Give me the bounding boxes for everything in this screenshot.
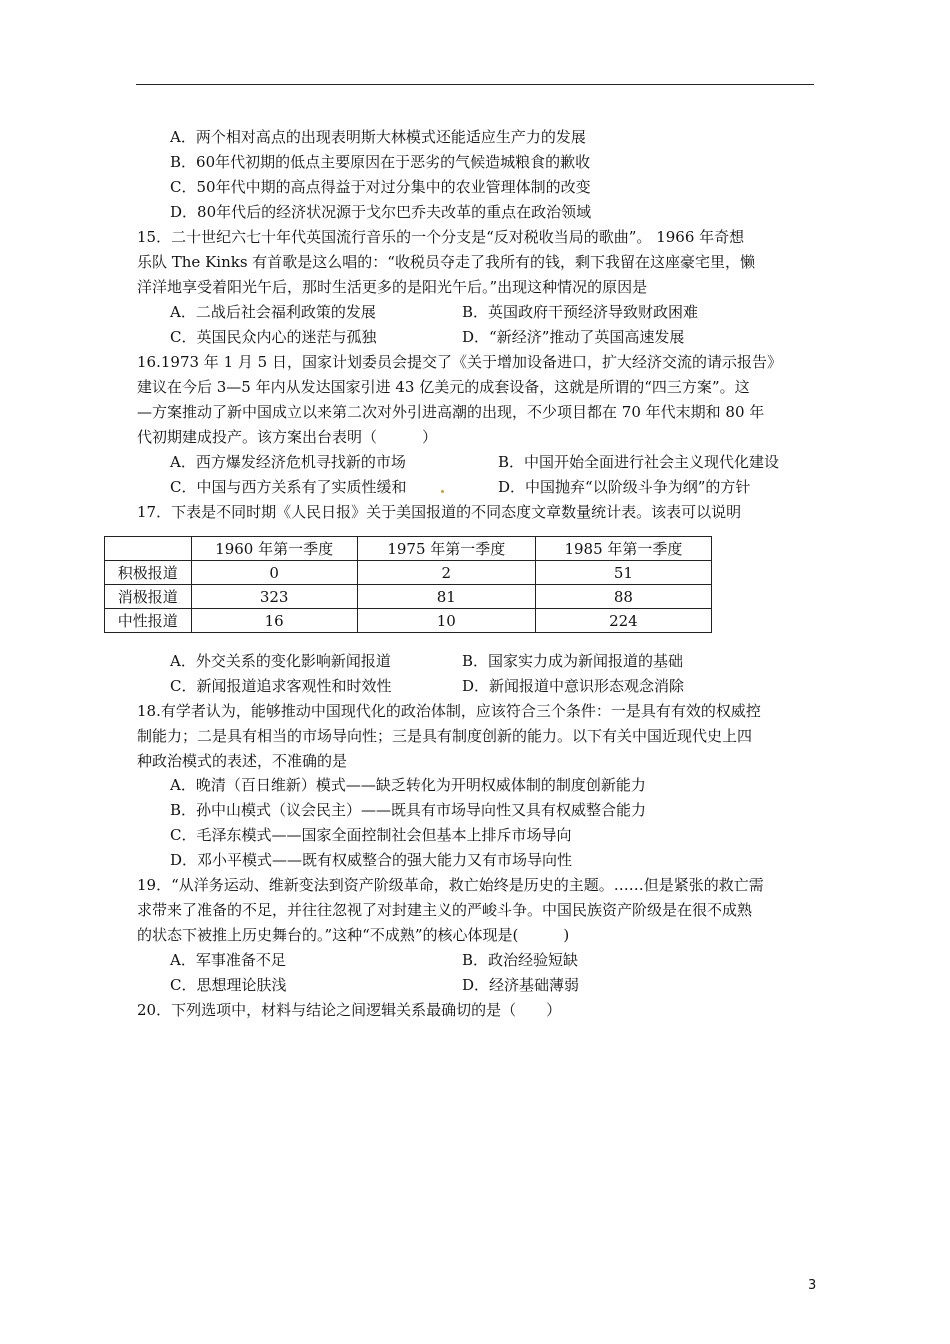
q14-option-a: A．两个相对高点的出现表明斯大林模式还能适应生产力的发展 [170, 128, 586, 146]
q19-option-b: B．政治经验短缺 [462, 951, 579, 969]
q14-option-d: D．80年代后的经济状况源于戈尔巴乔夫改革的重点在政治领域 [170, 203, 592, 221]
q18-option-c: C．毛泽东模式——国家全面控制社会但基本上排斥市场导向 [170, 826, 572, 844]
table-header-1975: 1975 年第一季度 [357, 537, 535, 561]
table-header-row [105, 537, 712, 561]
q19-option-a: A．军事准备不足 [170, 951, 286, 969]
q17-option-b: B．国家实力成为新闻报道的基础 [462, 652, 684, 670]
table-cell: 323 [191, 585, 357, 609]
q16-stem-line-2: 建议在今后 3—5 年内从发达国家引进 43 亿美元的成套设备，这就是所谓的“四三方案”。这 [137, 378, 750, 396]
q18-stem-line-2: 制能力；二是具有相当的市场导向性；三是具有制度创新的能力。以下有关中国近现代史上四 [137, 727, 753, 745]
q18-stem-line-3: 种政治模式的表述，不准确的是 [137, 752, 348, 770]
table-cell: 88 [535, 585, 711, 609]
table-cell: 10 [357, 609, 535, 633]
q14-option-b: B．60年代初期的低点主要原因在于恶劣的气候造城粮食的歉收 [170, 153, 591, 171]
table-row [105, 561, 712, 585]
q18-option-a: A．晚清（百日维新）模式——缺乏转化为开明权威体制的制度创新能力 [170, 776, 646, 794]
q20-stem: 20．下列选项中，材料与结论之间逻辑关系最确切的是（ ） [137, 1001, 562, 1019]
page-number: 3 [808, 1278, 817, 1293]
q16-option-b: B．中国开始全面进行社会主义现代化建设 [498, 453, 780, 471]
q15-stem-line-1: 15．二十世纪六七十年代英国流行音乐的一个分支是“反对税收当局的歌曲”。 1966 年奇想 [137, 228, 745, 246]
q16-option-c: C．中国与西方关系有了实质性缓和 [170, 478, 407, 496]
header-rule [136, 84, 814, 85]
q19-stem-line-3: 的状态下被推上历史舞台的。”这种“不成熟”的核心体现是( ) [137, 926, 570, 944]
table-row-label: 积极报道 [105, 561, 192, 585]
table-header-1985: 1985 年第一季度 [535, 537, 711, 561]
q15-stem-line-2: 乐队 The Kinks 有首歌是这么唱的：“收税员夺走了我所有的钱，剩下我留在这座豪宅里，懒 [137, 253, 755, 271]
q17-stem: 17．下表是不同时期《人民日报》关于美国报道的不同态度文章数量统计表。该表可以说明 [137, 503, 742, 521]
table-cell: 81 [357, 585, 535, 609]
q14-option-c: C．50年代中期的高点得益于对过分集中的农业管理体制的改变 [170, 178, 591, 196]
table-cell: 2 [357, 561, 535, 585]
table-row [105, 609, 712, 633]
q15-option-d: D．“新经济”推动了英国高速发展 [462, 328, 685, 346]
q15-option-c: C．英国民众内心的迷茫与孤独 [170, 328, 377, 346]
q18-option-d: D．邓小平模式——既有权威整合的强大能力又有市场导向性 [170, 851, 573, 869]
table-header-1960: 1960 年第一季度 [191, 537, 357, 561]
table-cell: 51 [535, 561, 711, 585]
table-cell: 16 [191, 609, 357, 633]
q15-option-a: A．二战后社会福利政策的发展 [170, 303, 376, 321]
stray-dot-mark [441, 490, 444, 493]
q17-option-d: D．新闻报道中意识形态观念消除 [462, 677, 685, 695]
q19-option-c: C．思想理论肤浅 [170, 976, 287, 994]
q16-option-d: D．中国抛弃“以阶级斗争为纲”的方针 [498, 478, 751, 496]
table-cell: 224 [535, 609, 711, 633]
q17-option-c: C．新闻报道追求客观性和时效性 [170, 677, 392, 695]
table-corner-cell [105, 537, 192, 561]
table-row [105, 585, 712, 609]
q18-stem-line-1: 18.有学者认为，能够推动中国现代化的政治体制，应该符合三个条件：一是具有有效的权威控 [137, 702, 761, 720]
q16-stem-line-4: 代初期建成投产。该方案出台表明（ ） [137, 428, 438, 446]
q16-option-a: A．西方爆发经济危机寻找新的市场 [170, 453, 406, 471]
q16-stem-line-3: —方案推动了新中国成立以来第二次对外引进高潮的出现，不少项目都在 70 年代末期和 80 年 [137, 403, 765, 421]
q18-option-b: B．孙中山模式（议会民主）——既具有市场导向性又具有权威整合能力 [170, 801, 647, 819]
q17-option-a: A．外交关系的变化影响新闻报道 [170, 652, 391, 670]
q15-option-b: B．英国政府干预经济导致财政困难 [462, 303, 699, 321]
table-cell: 0 [191, 561, 357, 585]
table-row-label: 中性报道 [105, 609, 192, 633]
table-row-label: 消极报道 [105, 585, 192, 609]
q16-stem-line-1: 16.1973 年 1 月 5 日，国家计划委员会提交了《关于增加设备进口，扩大经济交流的请示报告》 [137, 353, 782, 371]
q19-stem-line-1: 19．“从洋务运动、维新变法到资产阶级革命，救亡始终是历史的主题。……但是紧张的救亡需 [137, 876, 764, 894]
q15-stem-line-3: 洋洋地享受着阳光午后，那时生活更多的是阳光午后。”出现这种情况的原因是 [137, 278, 648, 296]
q19-stem-line-2: 求带来了准备的不足，并往往忽视了对封建主义的严峻斗争。中国民族资产阶级是在很不成熟 [137, 901, 753, 919]
q19-option-d: D．经济基础薄弱 [462, 976, 580, 994]
report-stats-table [104, 536, 712, 633]
